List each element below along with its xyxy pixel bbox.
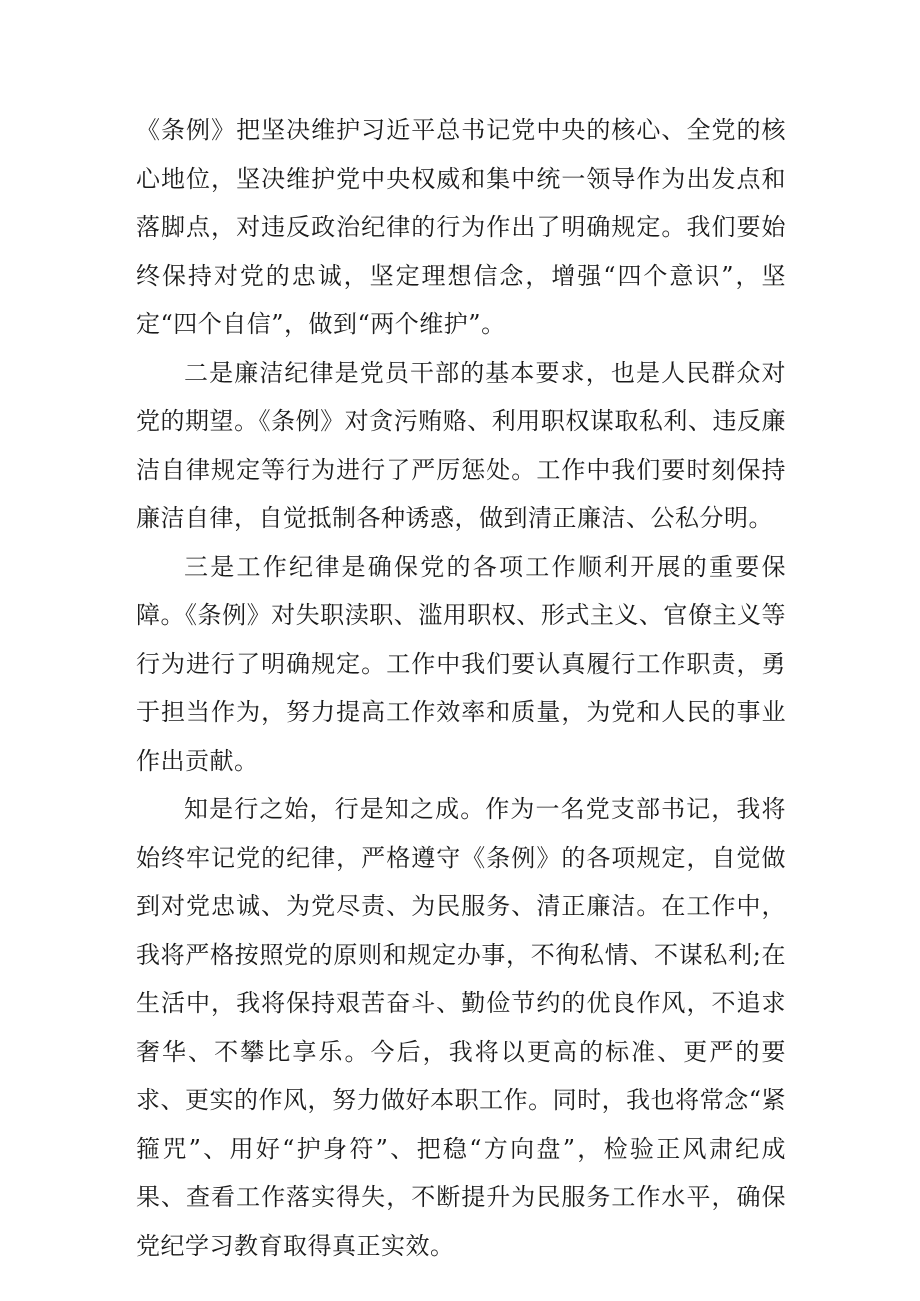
paragraph-4: 知是行之始，行是知之成。作为一名党支部书记，我将始终牢记党的纪律，严格遵守《条例》的各项规定，自觉做到对党忠诚、为党尽责、为民服务、清正廉洁。在工作中，我将严格按照党的原则和规定办事，不徇私情、不谋私利;在生活中，我将保持艰苦奋斗、勤俭节约的优良作风，不追求奢华、不攀比享乐。今后，我将以更高的标准、更严的要求、更实的作风，努力做好本职工作。同时，我也将常念“紧箍咒”、用好“护身符”、把稳“方向盘”，检验正风肃纪成果、查看工作落实得失，不断提升为民服务工作水平，确保党纪学习教育取得真正实效。	[136, 795, 786, 1260]
paragraph-3: 三是工作纪律是确保党的各项工作顺利开展的重要保障。《条例》对失职渎职、滥用职权、形式主义、官僚主义等行为进行了明确规定。工作中我们要认真履行工作职责，勇于担当作为，努力提高工作效率和质量，为党和人民的事业作出贡献。	[136, 552, 786, 775]
paragraph-1: 《条例》把坚决维护习近平总书记党中央的核心、全党的核心地位，坚决维护党中央权威和集中统一领导作为出发点和落脚点，对违反政治纪律的行为作出了明确规定。我们要始终保持对党的忠诚，坚定理想信念，增强“四个意识”，坚定“四个自信”，做到“两个维护”。	[136, 116, 786, 338]
document-body	[136, 106, 786, 1270]
paragraph-2: 二是廉洁纪律是党员干部的基本要求，也是人民群众对党的期望。《条例》对贪污贿赂、利用职权谋取私利、违反廉洁自律规定等行为进行了严厉惩处。工作中我们要时刻保持廉洁自律，自觉抵制各种诱惑，做到清正廉洁、公私分明。	[136, 358, 786, 532]
